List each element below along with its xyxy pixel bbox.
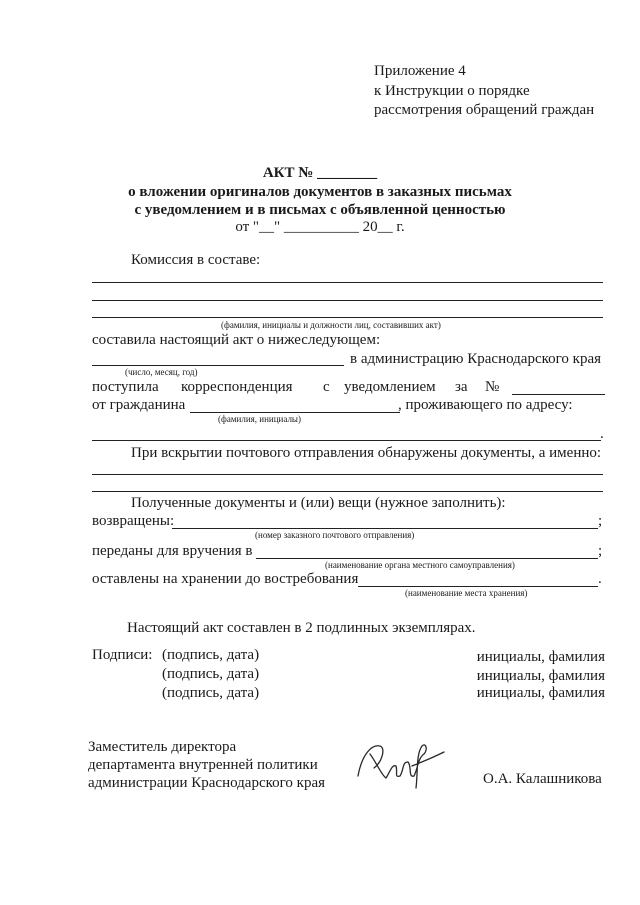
address-line: [92, 440, 601, 441]
handed-line: [256, 558, 598, 559]
act-subtitle-1: о вложении оригиналов документов в заказных письмах: [128, 184, 512, 200]
received-word-6: №: [485, 379, 500, 395]
handed-text: переданы для вручения в: [92, 543, 253, 559]
received-word-1: поступила: [92, 379, 159, 395]
address-period: .: [600, 426, 604, 442]
stored-text: оставлены на хранении до востребования: [92, 571, 359, 587]
returned-line: [172, 528, 598, 529]
signature-slot: (подпись, дата): [162, 666, 260, 682]
appendix-line-2: к Инструкции о порядке: [374, 83, 530, 99]
stored-period: .: [598, 571, 602, 587]
act-date: от "__" __________ 20__ г.: [235, 219, 405, 235]
copies-text: Настоящий акт составлен в 2 подлинных экземплярах.: [127, 620, 476, 636]
signature-name: инициалы, фамилия: [476, 649, 605, 665]
footer-position-3: администрации Краснодарского края: [88, 775, 326, 791]
act-title: АКТ № ________: [262, 165, 378, 181]
received-word-3: с: [323, 379, 330, 395]
date-line: [92, 365, 344, 366]
opening-text: При вскрытии почтового отправления обнаружены документы, а именно:: [131, 445, 602, 461]
returned-semicolon: ;: [598, 513, 603, 529]
handed-semicolon: ;: [598, 543, 603, 559]
name-hint: (фамилия, инициалы): [218, 414, 301, 424]
footer-position-2: департамента внутренней политики: [88, 757, 318, 773]
composed-text: составила настоящий акт о нижеследующем:: [92, 332, 381, 348]
received-word-5: за: [455, 379, 468, 395]
signatures-label: Подписи:: [92, 647, 153, 663]
in-admin-text: в администрацию Краснодарского края: [350, 351, 602, 367]
signature-slot: (подпись, дата): [162, 685, 260, 701]
received-word-2: корреспонденция: [181, 379, 293, 395]
returned-text: возвращены:: [92, 513, 175, 529]
commission-label: Комиссия в составе:: [131, 252, 261, 268]
appendix-line-1: Приложение 4: [374, 63, 466, 79]
commission-line-2: [92, 300, 603, 301]
residing-text: , проживающего по адресу:: [398, 397, 573, 413]
number-line: [512, 394, 605, 395]
commission-hint: (фамилия, инициалы и должности лиц, составивших акт): [221, 320, 441, 330]
signature-name: инициалы, фамилия: [476, 668, 605, 684]
citizen-name-line: [190, 412, 400, 413]
handwritten-signature: [352, 732, 448, 794]
stored-line: [358, 586, 598, 587]
received-docs-text: Полученные документы и (или) вещи (нужное заполнить):: [131, 495, 506, 511]
commission-line-3: [92, 317, 603, 318]
handed-hint: (наименование органа местного самоуправления): [325, 560, 515, 570]
from-citizen-text: от гражданина: [92, 397, 186, 413]
appendix-line-3: рассмотрения обращений граждан: [374, 102, 595, 118]
footer-name: О.А. Калашникова: [483, 771, 602, 787]
signature-slot: (подпись, дата): [162, 647, 260, 663]
act-subtitle-2: с уведомлением и в письмах с объявленной ценностью: [134, 202, 506, 218]
returned-hint: (номер заказного почтового отправления): [255, 530, 415, 540]
received-word-4: уведомлением: [344, 379, 436, 395]
date-hint: (число, месяц, год): [125, 367, 198, 377]
commission-line-1: [92, 282, 603, 283]
footer-position-1: Заместитель директора: [88, 739, 237, 755]
signature-name: инициалы, фамилия: [476, 685, 605, 701]
documents-line-1: [92, 474, 603, 475]
documents-line-2: [92, 491, 603, 492]
stored-hint: (наименование места хранения): [405, 588, 528, 598]
